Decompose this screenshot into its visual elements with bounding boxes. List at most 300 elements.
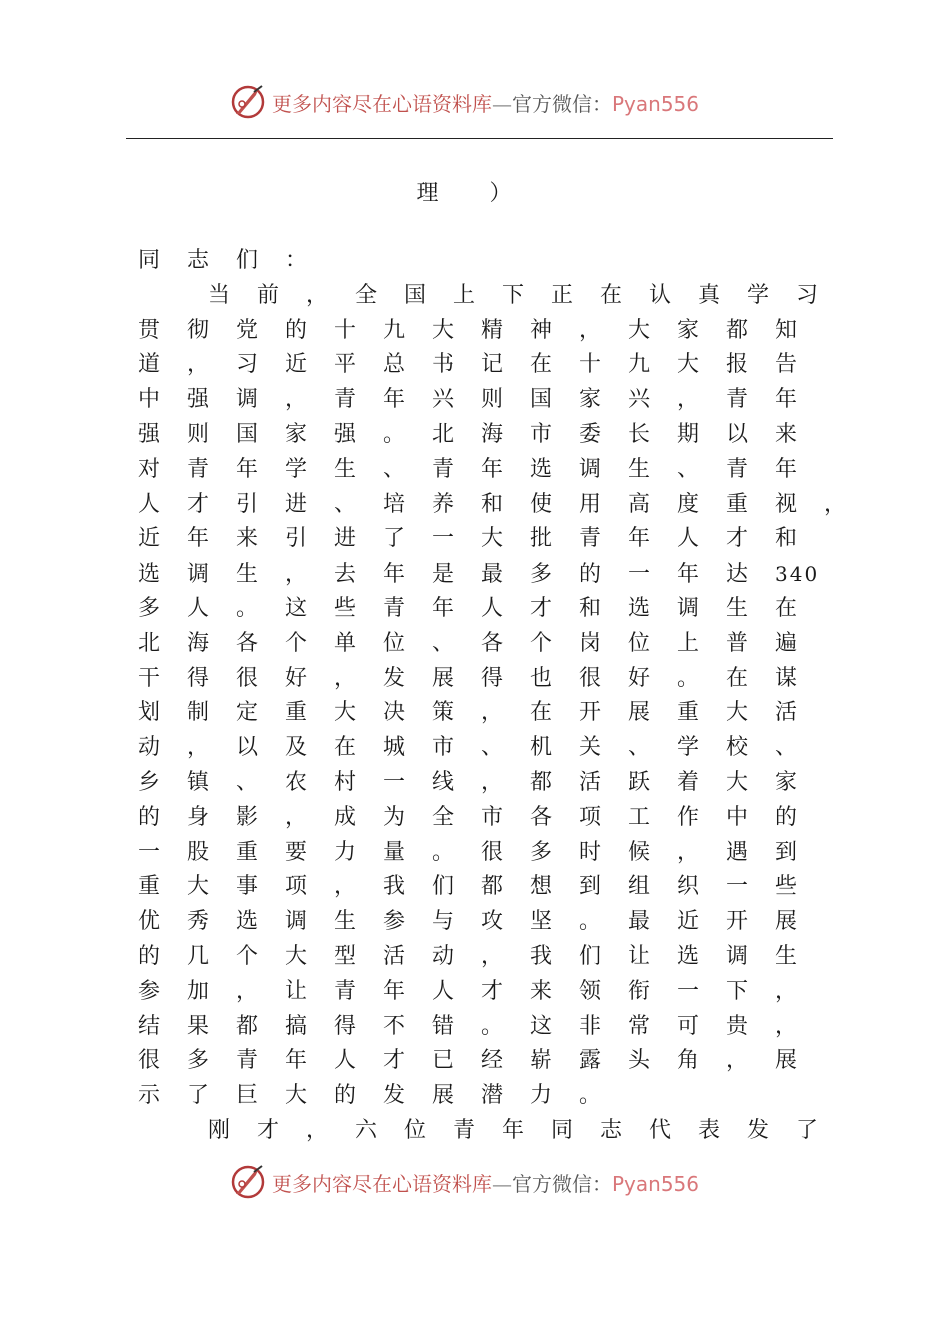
text-char: 候 [628, 839, 651, 865]
text-char: 来 [775, 421, 798, 447]
text-char: 重 [677, 700, 700, 726]
text-char: 年 [285, 1048, 308, 1074]
text-line [138, 975, 858, 1010]
text-char: 经 [481, 1048, 504, 1074]
text-char: 贵 [726, 1013, 749, 1039]
text-char: 和 [481, 491, 504, 517]
text-char: 关 [579, 735, 602, 761]
text-char: 生 [334, 909, 357, 935]
text-char: 组 [628, 874, 651, 900]
text-char: 青 [726, 387, 749, 413]
text-char: 才 [257, 1117, 280, 1143]
text-char: 农 [285, 769, 308, 795]
text-char: ， [481, 769, 504, 795]
text-char: 要 [285, 839, 308, 865]
text-char: 开 [726, 909, 749, 935]
text-line [138, 522, 858, 557]
text-char: 人 [138, 491, 161, 517]
text-char: 北 [138, 630, 161, 656]
text-char: 期 [677, 421, 700, 447]
quill-logo-icon [228, 82, 268, 122]
text-char: 引 [236, 491, 259, 517]
text-char: 人 [481, 595, 504, 621]
text-char: 强 [138, 421, 161, 447]
text-char: 国 [404, 282, 427, 308]
text-char: 选 [628, 595, 651, 621]
text-char: 彻 [187, 317, 210, 343]
text-char: 批 [530, 526, 553, 552]
text-char: 选 [530, 456, 553, 482]
text-char: 可 [677, 1013, 700, 1039]
text-char: 大 [285, 1083, 308, 1109]
text-char: 大 [726, 769, 749, 795]
text-char: 遇 [726, 839, 749, 865]
text-char: 的 [285, 317, 308, 343]
text-char: 优 [138, 909, 161, 935]
text-char: 青 [187, 456, 210, 482]
text-char: 学 [285, 456, 308, 482]
text-line [138, 592, 858, 627]
text-char: 年 [775, 456, 798, 482]
text-char: 学 [677, 735, 700, 761]
text-char: 秀 [187, 909, 210, 935]
text-char: 同 [551, 1117, 574, 1143]
text-char: 攻 [481, 909, 504, 935]
text-char: 发 [383, 665, 406, 691]
text-char: 党 [236, 317, 259, 343]
text-char: 的 [138, 943, 161, 969]
text-line [138, 905, 858, 940]
text-char: 高 [628, 491, 651, 517]
text-char: 年 [502, 1117, 525, 1143]
text-line [138, 418, 858, 453]
text-char: ： [285, 248, 308, 273]
text-char: 年 [383, 562, 406, 588]
text-char: 都 [530, 769, 553, 795]
text-char: 机 [530, 735, 553, 761]
text-char: 。 [579, 909, 602, 935]
text-char: 重 [138, 874, 161, 900]
text-char: 已 [432, 1048, 455, 1074]
banner-text: 更多内容尽在心语资料库—官方微信：Pyan556 [272, 1171, 700, 1196]
text-char: 记 [481, 352, 504, 378]
greeting-line [138, 244, 858, 279]
text-char: 年 [383, 978, 406, 1004]
text-char: 委 [579, 421, 602, 447]
text-char: 活 [579, 769, 602, 795]
text-char: 十 [579, 352, 602, 378]
text-char: 为 [383, 804, 406, 830]
text-char: 大 [187, 874, 210, 900]
text-char: 很 [138, 1048, 161, 1074]
text-char: 则 [187, 421, 210, 447]
text-char: 在 [726, 665, 749, 691]
text-char: 让 [285, 978, 308, 1004]
text-char: 个 [285, 630, 308, 656]
text-char: 果 [187, 1013, 210, 1039]
text-char: 量 [383, 839, 406, 865]
text-char: ， [481, 700, 504, 726]
text-char: 才 [530, 595, 553, 621]
text-char: 些 [334, 595, 357, 621]
text-char: 年 [481, 456, 504, 482]
text-char: 影 [236, 804, 259, 830]
text-char: 这 [285, 595, 308, 621]
text-char: 一 [138, 839, 161, 865]
text-char: 北 [432, 421, 455, 447]
text-char: 是 [432, 562, 455, 588]
text-char: 最 [628, 909, 651, 935]
text-char: 则 [481, 387, 504, 413]
text-char: 、 [236, 769, 259, 795]
text-char: 近 [677, 909, 700, 935]
text-char: 的 [334, 1083, 357, 1109]
text-char: 最 [481, 562, 504, 588]
text-char: 海 [187, 630, 210, 656]
text-char: 才 [187, 491, 210, 517]
text-char: 年 [677, 562, 700, 588]
text-char: ， [285, 562, 308, 588]
text-char: 、 [775, 735, 798, 761]
text-char: 。 [481, 1013, 504, 1039]
text-char: 领 [579, 978, 602, 1004]
text-char: 兴 [432, 387, 455, 413]
text-line [138, 696, 858, 731]
text-char: 、 [383, 456, 406, 482]
text-char: 生 [334, 456, 357, 482]
text-char: 决 [383, 700, 406, 726]
text-char: 我 [383, 874, 406, 900]
text-char: 总 [383, 352, 406, 378]
text-char: 很 [236, 665, 259, 691]
text-char: 下 [502, 282, 525, 308]
text-char: 青 [453, 1117, 476, 1143]
text-char: 中 [726, 804, 749, 830]
text-char: 家 [775, 769, 798, 795]
footer-banner [228, 1162, 748, 1202]
text-char: 线 [432, 769, 455, 795]
text-char: 大 [432, 317, 455, 343]
text-char: 划 [138, 700, 161, 726]
text-char: 兴 [628, 387, 651, 413]
text-char: 常 [628, 1013, 651, 1039]
text-char: 。 [579, 1083, 602, 1109]
text-line [138, 870, 858, 905]
text-char: 培 [383, 491, 406, 517]
text-char: 一 [383, 769, 406, 795]
text-char: 去 [334, 562, 357, 588]
text-line [138, 731, 858, 766]
header-banner [228, 82, 748, 122]
text-char: 多 [187, 1048, 210, 1074]
text-char: 股 [187, 839, 210, 865]
text-char: 中 [138, 387, 161, 413]
text-line [138, 279, 858, 314]
text-char: 错 [432, 1013, 455, 1039]
text-char: 好 [285, 665, 308, 691]
text-char: 进 [285, 491, 308, 517]
speech-body [138, 244, 858, 1149]
text-char: 岗 [579, 630, 602, 656]
text-char: 市 [481, 804, 504, 830]
text-char: 人 [334, 1048, 357, 1074]
text-char: 着 [677, 769, 700, 795]
text-line [138, 627, 858, 662]
text-char: 巨 [236, 1083, 259, 1109]
text-char: ， [236, 978, 259, 1004]
text-char: 调 [677, 595, 700, 621]
text-char: 人 [187, 595, 210, 621]
text-char: 位 [404, 1117, 427, 1143]
text-char: 动 [432, 943, 455, 969]
text-char: 六 [355, 1117, 378, 1143]
text-char: 青 [383, 595, 406, 621]
text-char: 。 [236, 595, 259, 621]
text-char: 代 [649, 1117, 672, 1143]
text-line [138, 801, 858, 836]
text-char: 。 [432, 839, 455, 865]
text-char: 强 [187, 387, 210, 413]
text-line [138, 1010, 858, 1045]
text-char: 身 [187, 804, 210, 830]
text-char: 大 [285, 943, 308, 969]
text-char: 生 [628, 456, 651, 482]
document-title: 理 ） [416, 181, 534, 206]
text-char: 达 [726, 562, 749, 588]
text-char: 各 [530, 804, 553, 830]
text-char: 养 [432, 491, 455, 517]
text-char: 头 [628, 1048, 651, 1074]
text-number: 340 [775, 562, 820, 587]
text-char: 强 [334, 421, 357, 447]
text-line [138, 314, 858, 349]
quill-logo-icon [228, 1162, 268, 1202]
text-char: 才 [726, 526, 749, 552]
text-char: ， [677, 387, 700, 413]
text-char: ， [677, 839, 700, 865]
text-char: 在 [775, 595, 798, 621]
text-char: 大 [628, 317, 651, 343]
text-char: 大 [726, 700, 749, 726]
text-char: 前 [257, 282, 280, 308]
text-char: 贯 [138, 317, 161, 343]
text-char: 展 [775, 909, 798, 935]
text-char: 到 [775, 839, 798, 865]
text-char: 全 [432, 804, 455, 830]
text-char: 习 [236, 352, 259, 378]
text-char: 、 [432, 630, 455, 656]
text-char: 一 [677, 978, 700, 1004]
text-char: 神 [530, 317, 553, 343]
text-char: 生 [726, 595, 749, 621]
text-char: 在 [334, 735, 357, 761]
text-char: 示 [138, 1083, 161, 1109]
text-char: 干 [138, 665, 161, 691]
text-char: 开 [579, 700, 602, 726]
text-char: 下 [726, 978, 749, 1004]
text-char: 十 [334, 317, 357, 343]
text-char: 在 [600, 282, 623, 308]
text-line [138, 662, 858, 697]
text-char: 在 [530, 700, 553, 726]
text-char: 与 [432, 909, 455, 935]
text-char: 用 [579, 491, 602, 517]
text-char: 大 [481, 526, 504, 552]
text-char: 坚 [530, 909, 553, 935]
text-char: 同 [138, 248, 161, 273]
text-char: 城 [383, 735, 406, 761]
text-char: 在 [530, 352, 553, 378]
text-char: 潜 [481, 1083, 504, 1109]
text-char: 个 [236, 943, 259, 969]
text-char: 单 [334, 630, 357, 656]
text-char: 调 [187, 562, 210, 588]
text-char: 长 [628, 421, 651, 447]
text-char: 九 [383, 317, 406, 343]
text-char: 学 [747, 282, 770, 308]
text-char: 、 [481, 735, 504, 761]
text-char: 让 [628, 943, 651, 969]
text-char: 都 [481, 874, 504, 900]
text-char: 一 [628, 562, 651, 588]
text-char: 动 [138, 735, 161, 761]
text-char: 多 [530, 839, 553, 865]
text-char: 到 [579, 874, 602, 900]
text-char: 对 [138, 456, 161, 482]
text-char: 。 [677, 665, 700, 691]
text-char: 进 [334, 526, 357, 552]
text-char: 年 [383, 387, 406, 413]
text-char: 习 [796, 282, 819, 308]
text-char: 调 [236, 387, 259, 413]
text-char: 重 [726, 491, 749, 517]
text-char: 各 [481, 630, 504, 656]
text-char: ， [285, 387, 308, 413]
text-char: 度 [677, 491, 700, 517]
text-char: 青 [334, 387, 357, 413]
text-char: 位 [628, 630, 651, 656]
text-char: 认 [649, 282, 672, 308]
text-char: 的 [138, 804, 161, 830]
text-line [138, 383, 858, 418]
text-char: 报 [726, 352, 749, 378]
text-char: 发 [383, 1083, 406, 1109]
text-char: 海 [481, 421, 504, 447]
text-char: 上 [453, 282, 476, 308]
text-line [138, 766, 858, 801]
text-char: 活 [383, 943, 406, 969]
text-char: 才 [481, 978, 504, 1004]
text-char: 真 [698, 282, 721, 308]
text-char: 几 [187, 943, 210, 969]
text-char: 当 [208, 282, 231, 308]
text-char: 全 [355, 282, 378, 308]
text-char: 露 [579, 1048, 602, 1074]
text-char: 年 [187, 526, 210, 552]
text-char: 使 [530, 491, 553, 517]
text-char: 织 [677, 874, 700, 900]
text-char: 年 [236, 456, 259, 482]
text-char: 乡 [138, 769, 161, 795]
text-char: 各 [236, 630, 259, 656]
text-char: 年 [628, 526, 651, 552]
text-char: ， [285, 804, 308, 830]
text-line [138, 836, 858, 871]
text-char: 国 [530, 387, 553, 413]
text-char: 选 [236, 909, 259, 935]
text-char: 个 [530, 630, 553, 656]
text-char: 事 [236, 874, 259, 900]
text-char: 年 [775, 387, 798, 413]
text-char: ， [775, 1013, 798, 1039]
text-line [138, 1079, 858, 1114]
text-char: 告 [775, 352, 798, 378]
text-char: 生 [236, 562, 259, 588]
text-char: 书 [432, 352, 455, 378]
text-line [138, 1044, 858, 1079]
text-char: ， [726, 1048, 749, 1074]
text-char: 们 [432, 874, 455, 900]
text-char: 得 [187, 665, 210, 691]
text-char: 成 [334, 804, 357, 830]
text-char: 以 [236, 735, 259, 761]
text-char: 参 [383, 909, 406, 935]
text-line [138, 453, 858, 488]
text-char: 得 [334, 1013, 357, 1039]
text-char: 青 [579, 526, 602, 552]
text-char: 家 [579, 387, 602, 413]
text-char: 很 [579, 665, 602, 691]
text-char: 近 [138, 526, 161, 552]
text-char: 、 [628, 735, 651, 761]
text-char: 非 [579, 1013, 602, 1039]
text-char: 大 [334, 700, 357, 726]
text-char: 调 [285, 909, 308, 935]
text-char: 时 [579, 839, 602, 865]
text-line [138, 348, 858, 383]
header-divider [126, 138, 833, 139]
text-char: 力 [530, 1083, 553, 1109]
text-char: 们 [579, 943, 602, 969]
text-char: 及 [285, 735, 308, 761]
text-char: 村 [334, 769, 357, 795]
text-char: 知 [775, 317, 798, 343]
text-line [138, 1114, 858, 1149]
text-char: 都 [726, 317, 749, 343]
text-char: 正 [551, 282, 574, 308]
text-line [138, 940, 858, 975]
text-char: 跃 [628, 769, 651, 795]
text-char: 也 [530, 665, 553, 691]
text-char: 视 [775, 491, 798, 517]
text-char: 选 [677, 943, 700, 969]
text-char: 重 [236, 839, 259, 865]
text-char: 大 [677, 352, 700, 378]
text-char: 展 [432, 1083, 455, 1109]
text-char: 人 [677, 526, 700, 552]
text-char: 平 [334, 352, 357, 378]
text-char: 活 [775, 700, 798, 726]
text-char: 策 [432, 700, 455, 726]
text-char: 以 [726, 421, 749, 447]
text-char: 青 [334, 978, 357, 1004]
text-char: 崭 [530, 1048, 553, 1074]
text-char: 力 [334, 839, 357, 865]
text-char: 和 [775, 526, 798, 552]
text-line [138, 488, 858, 523]
text-char: 精 [481, 317, 504, 343]
text-char: 这 [530, 1013, 553, 1039]
